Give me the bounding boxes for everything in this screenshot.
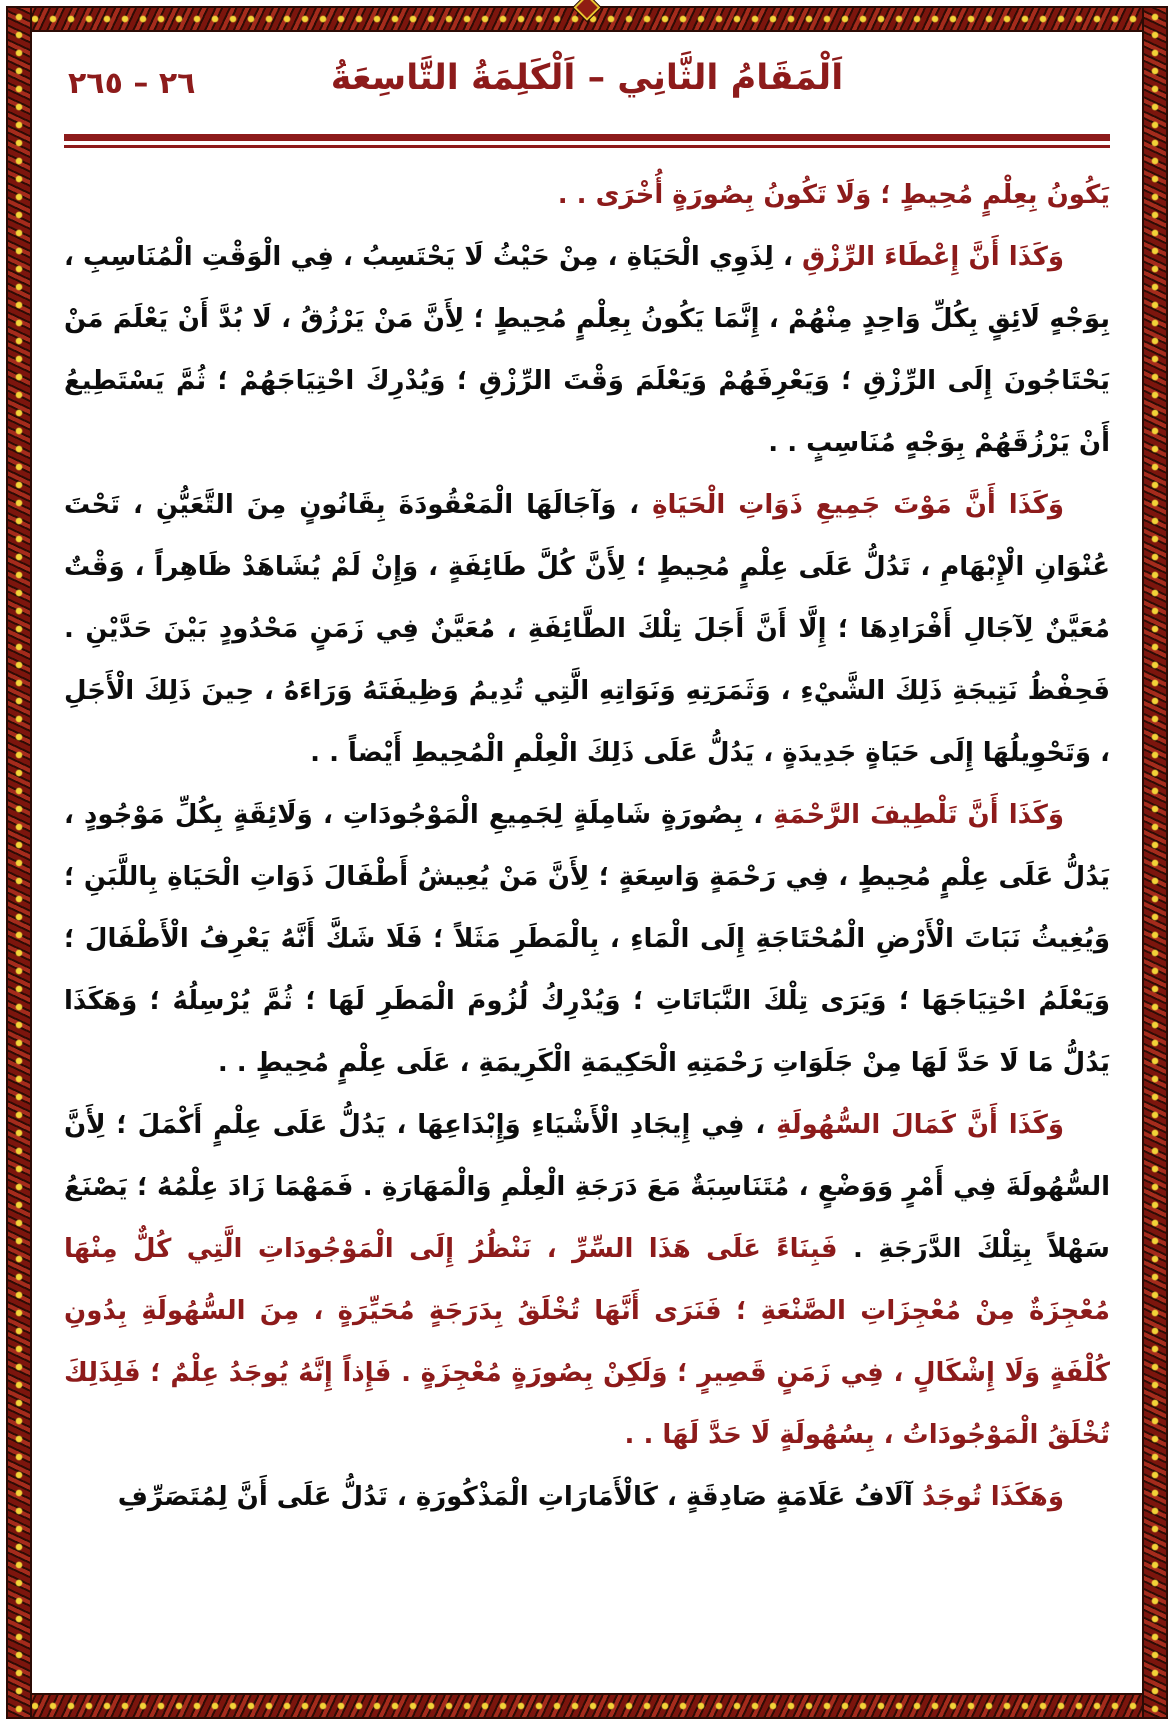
text-segment-red: وَكَذَا أَنَّ مَوْتَ جَمِيعِ ذَوَاتِ الْحَيَاةِ [652,490,1065,520]
page-content [64,44,1110,1681]
ornamental-border-bottom [6,1693,1168,1719]
text-segment-red: وَهَكَذَا تُوجَدُ [921,1482,1064,1512]
text-segment-black: ، لِذَوِي الْحَيَاةِ ، مِنْ حَيْثُ لَا يَحْتَسِبُ ، فِي الْوَقْتِ الْمُنَاسِبِ ، بِوَجْهٍ لَائِقٍ بِكُلِّ وَاحِدٍ مِنْهُمْ ، إِنَّمَا يَكُونُ بِعِلْمٍ مُحِيطٍ ؛ لِأَنَّ مَنْ يَرْزُقُ ، لَا بُدَّ أَنْ يَعْلَمَ مَنْ يَحْتَاجُونَ إِلَى الرِّزْقِ ؛ وَيَعْرِفَهُمْ وَيَعْلَمَ وَقْتَ الرِّزْقِ ؛ وَيُدْرِكَ احْتِيَاجَهُمْ ؛ ثُمَّ يَسْتَطِيعُ أَنْ يَرْزُقَهُمْ بِوَجْهٍ مُنَاسِبٍ . . [64,242,1110,458]
body-paragraph [64,164,1110,226]
text-segment-black: ، بِصُورَةٍ شَامِلَةٍ لِجَمِيعِ الْمَوْجُودَاتِ ، وَلَائِقَةٍ بِكُلِّ مَوْجُودٍ ، يَدُلُّ عَلَى عِلْمٍ مُحِيطٍ ، فِي رَحْمَةٍ وَاسِعَةٍ ؛ لِأَنَّ مَنْ يُعِيشُ أَطْفَالَ ذَوَاتِ الْحَيَاةِ بِاللَّبَنِ ؛ وَيُغِيثُ نَبَاتَ الْأَرْضِ الْمُحْتَاجَةِ إِلَى الْمَاءِ ، بِالْمَطَرِ مَثَلاً ؛ فَلَا شَكَّ أَنَّهُ يَعْرِفُ الْأَطْفَالَ ؛ وَيَعْلَمُ احْتِيَاجَهَا ؛ وَيَرَى تِلْكَ النَّبَاتَاتِ ؛ وَيُدْرِكُ لُزُومَ الْمَطَرِ لَهَا ؛ ثُمَّ يُرْسِلُهُ ؛ وَهَكَذَا يَدُلُّ مَا لَا حَدَّ لَهَا مِنْ جَلَوَاتِ رَحْمَتِهِ الْحَكِيمَةِ الْكَرِيمَةِ ، عَلَى عِلْمٍ مُحِيطٍ . . [64,800,1110,1078]
page-number: ٢٦ – ٢٦٥ [68,66,196,101]
text-segment-red: فَبِنَاءً عَلَى هَذَا السِّرِّ ، نَنْظُرُ إِلَى الْمَوْجُودَاتِ الَّتِي كُلٌّ مِنْهَا مُعْجِزَةٌ مِنْ مُعْجِزَاتِ الصَّنْعَةِ ؛ فَنَرَى أَنَّهَا تُخْلَقُ بِدَرَجَةٍ مُحَيِّرَةٍ ، مِنَ السُّهُولَةِ بِدُونِ كُلْفَةٍ وَلَا إِشْكَالٍ ، فِي زَمَنٍ قَصِيرٍ ؛ وَلَكِنْ بِصُورَةٍ مُعْجِزَةٍ . فَإِذاً إِنَّهُ يُوجَدُ عِلْمٌ ؛ فَلِذَلِكَ تُخْلَقُ الْمَوْجُودَاتُ ، بِسُهُولَةٍ لَا حَدَّ لَهَا . . [64,1234,1110,1450]
text-segment-black: آلَافُ عَلَامَةٍ صَادِقَةٍ ، كَالْأَمَارَاتِ الْمَذْكُورَةِ ، تَدُلُّ عَلَى أَنَّ لِمُتَصَرِّفِ [117,1482,922,1512]
ornamental-border-right [1142,6,1168,1719]
divider-rule-thin [64,145,1110,148]
divider-rule-thick [64,134,1110,141]
page-title: اَلْمَقَامُ الثَّانِي – اَلْكَلِمَةُ التَّاسِعَةُ [330,58,844,98]
body-paragraph [64,1466,1110,1528]
body-paragraph [64,226,1110,474]
text-segment-black: ، وَآجَالَهَا الْمَعْقُودَةَ بِقَانُونٍ مِنَ التَّعَيُّنِ ، تَحْتَ عُنْوَانِ الْإِبْهَامِ ، تَدُلُّ عَلَى عِلْمٍ مُحِيطٍ ؛ لِأَنَّ كُلَّ طَائِفَةٍ ، وَإِنْ لَمْ يُشَاهَدْ ظَاهِراً ، وَقْتٌ مُعَيَّنٌ لِآجَالِ أَفْرَادِهَا ؛ إِلَّا أَنَّ أَجَلَ تِلْكَ الطَّائِفَةِ ، مُعَيَّنٌ فِي زَمَنٍ مَحْدُودٍ بَيْنَ حَدَّيْنِ . فَحِفْظُ نَتِيجَةِ ذَلِكَ الشَّيْءِ ، وَثَمَرَتِهِ وَنَوَاتِهِ الَّتِي تُدِيمُ وَظِيفَتَهُ وَرَاءَهُ ، حِينَ ذَلِكَ الْأَجَلِ ، وَتَحْوِيلُهَا إِلَى حَيَاةٍ جَدِيدَةٍ ، يَدُلُّ عَلَى ذَلِكَ الْعِلْمِ الْمُحِيطِ أَيْضاً . . [64,490,1110,768]
text-segment-red: وَكَذَا أَنَّ كَمَالَ السُّهُولَةِ [776,1110,1064,1140]
body-paragraph [64,474,1110,784]
body-paragraph [64,1094,1110,1466]
text-segment-black: ، فِي إِيجَادِ الْأَشْيَاءِ وَإِبْدَاعِهَا ، يَدُلُّ عَلَى عِلْمٍ أَكْمَلَ ؛ لِأَنَّ السُّهُولَةَ فِي أَمْرٍ وَوَضْعٍ ، مُتَنَاسِبَةٌ مَعَ دَرَجَةِ الْعِلْمِ وَالْمَهَارَةِ . فَمَهْمَا زَادَ عِلْمُهُ ؛ يَصْنَعُ سَهْلاً بِتِلْكَ الدَّرَجَةِ . [64,1110,1110,1264]
text-segment-red: يَكُونُ بِعِلْمٍ مُحِيطٍ ؛ وَلَا تَكُونُ بِصُورَةٍ أُخْرَى . . [557,180,1110,210]
ornamental-border-left [6,6,32,1719]
header-divider [64,134,1110,148]
body-text [64,164,1110,1528]
text-segment-red: وَكَذَا أَنَّ إِعْطَاءَ الرِّزْقِ [802,242,1065,272]
body-paragraph [64,784,1110,1094]
text-segment-red: وَكَذَا أَنَّ تَلْطِيفَ الرَّحْمَةِ [773,800,1064,830]
page-header [64,44,1110,126]
